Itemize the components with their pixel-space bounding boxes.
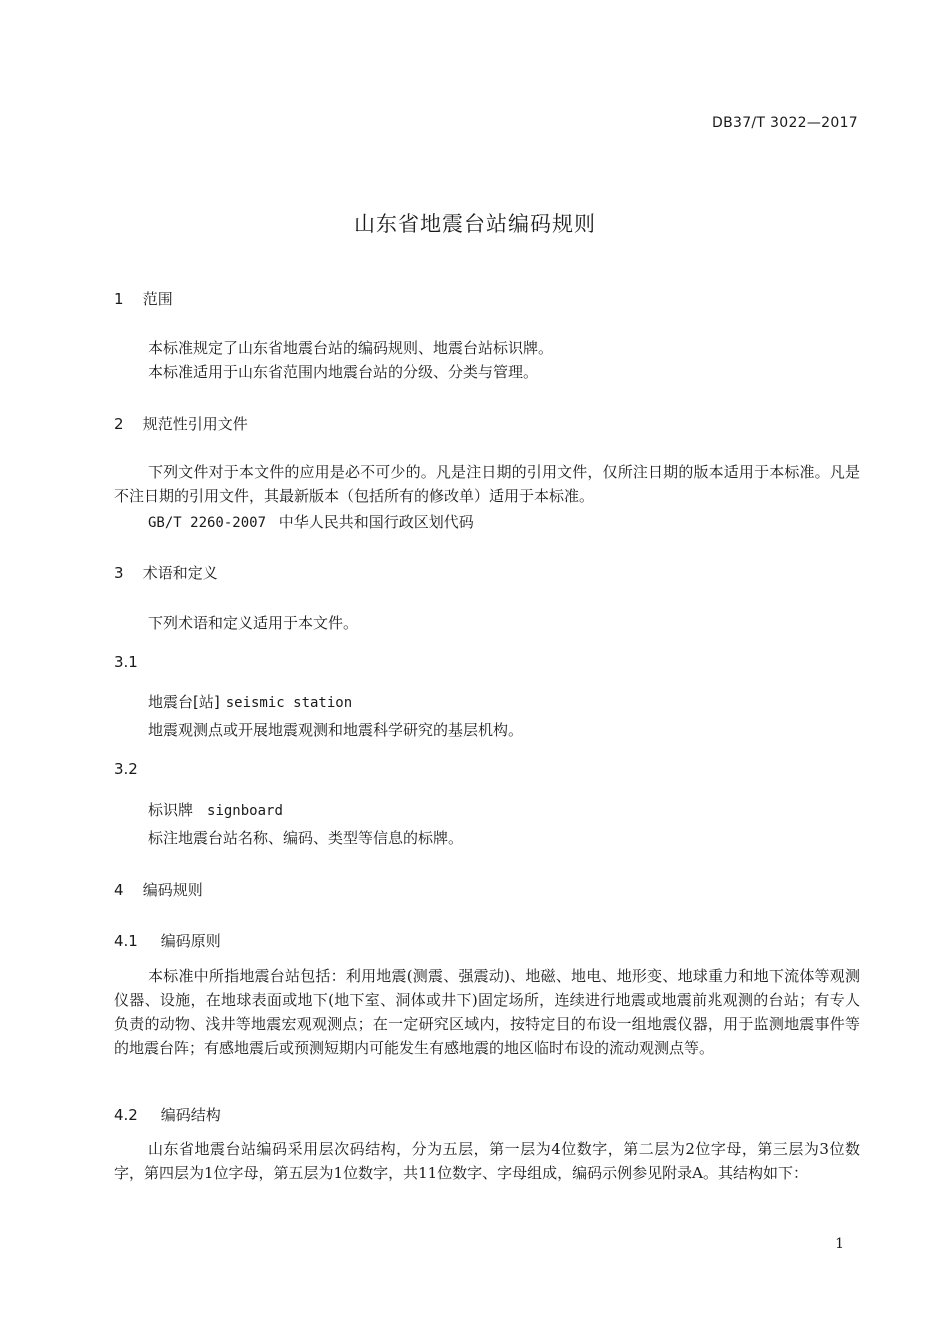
section-title: 编码结构 xyxy=(160,1106,221,1124)
standard-code: DB37/T 3022—2017 xyxy=(712,115,858,131)
term-definition: 标注地震台站名称、编码、类型等信息的标牌。 xyxy=(148,829,464,847)
term-3-2 xyxy=(148,799,283,820)
section-number: 4.1 xyxy=(114,932,138,950)
section-title: 编码原则 xyxy=(160,932,221,950)
paragraph: 山东省地震台站编码采用层次码结构，分为五层，第一层为4位数字，第二层为2位字母，第三层为3位数字，第四层为1位字母，第五层为1位数字，共11位数字、字母组成，编码示例参见附录A。其结构如下： xyxy=(114,1140,860,1182)
section-number: 4 xyxy=(114,881,124,899)
section-4-heading xyxy=(114,879,203,900)
term-english: signboard xyxy=(207,803,283,819)
paragraph: 下列术语和定义适用于本文件。 xyxy=(148,614,359,632)
term-definition: 地震观测点或开展地震观测和地震科学研究的基层机构。 xyxy=(148,721,524,739)
section-title: 规范性引用文件 xyxy=(142,415,248,433)
paragraph: 下列文件对于本文件的应用是必不可少的。凡是注日期的引用文件，仅所注日期的版本适用于本标准。凡是不注日期的引用文件，其最新版本（包括所有的修改单）适用于本标准。 xyxy=(114,463,860,505)
page-number: 1 xyxy=(835,1236,844,1252)
section-1-heading xyxy=(114,288,173,309)
term-chinese: 标识牌 xyxy=(148,801,194,819)
term-chinese: 地震台[站] xyxy=(148,693,220,711)
term-3-2-number: 3.2 xyxy=(114,760,138,778)
section-title: 编码规则 xyxy=(142,881,203,899)
section-title: 术语和定义 xyxy=(142,564,218,582)
section-title: 范围 xyxy=(142,290,173,308)
section-3-heading xyxy=(114,562,218,583)
reference-title: 中华人民共和国行政区划代码 xyxy=(278,513,474,531)
section-number: 2 xyxy=(114,415,124,433)
document-title: 山东省地震台站编码规则 xyxy=(354,212,596,236)
term-3-1 xyxy=(148,691,352,712)
section-number: 3 xyxy=(114,564,124,582)
section-2-heading xyxy=(114,413,248,434)
term-3-1-number: 3.1 xyxy=(114,653,138,671)
reference-code: GB/T 2260-2007 xyxy=(148,515,267,531)
section-number: 4.2 xyxy=(114,1106,138,1124)
paragraph: 本标准中所指地震台站包括：利用地震(测震、强震动)、地磁、地电、地形变、地球重力和地下流体等观测仪器、设施，在地球表面或地下(地下室、洞体或井下)固定场所，连续进行地震或地震前兆观测的台站；有专人负责的动物、浅井等地震宏观观测点；在一定研究区域内，按特定目的布设一组地震仪器，用于监测地震事件等的地震台阵；有感地震后或预测短期内可能发生有感地震的地区临时布设的流动观测点等。 xyxy=(114,967,860,1057)
section-number: 1 xyxy=(114,290,124,308)
paragraph: 本标准规定了山东省地震台站的编码规则、地震台站标识牌。 xyxy=(148,339,554,357)
section-4-2-heading xyxy=(114,1104,221,1125)
normative-reference xyxy=(148,511,474,532)
section-4-1-heading xyxy=(114,930,221,951)
term-english: seismic station xyxy=(225,695,353,711)
paragraph: 本标准适用于山东省范围内地震台站的分级、分类与管理。 xyxy=(148,363,539,381)
